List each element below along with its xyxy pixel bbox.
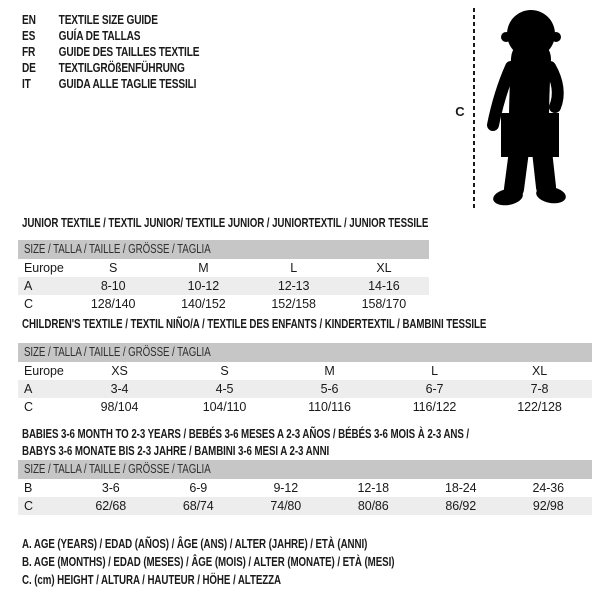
table-row: [18, 259, 429, 277]
row-label: A: [18, 380, 67, 398]
legend-row: [22, 12, 249, 28]
table-cell: 68/74: [155, 497, 243, 515]
table-cell: S: [220, 364, 229, 378]
footnotes: [22, 535, 499, 589]
table-cell: 5-6: [277, 380, 382, 398]
table-cell: L: [290, 261, 298, 275]
table-cell: 3-4: [67, 380, 172, 398]
table-cell: 92/98: [505, 497, 593, 515]
table-cell: 152/158: [271, 297, 316, 311]
table-cell: 122/128: [517, 400, 562, 414]
row-label: Europe: [24, 364, 64, 378]
table-row: [18, 398, 592, 416]
legend-row: [22, 28, 249, 44]
table-cell: 7-8: [487, 380, 592, 398]
table-cell: L: [431, 364, 438, 378]
table-cell: 74/80: [242, 497, 330, 515]
height-measure-dashed-line: [473, 8, 475, 208]
table-cell: M: [198, 261, 209, 275]
table-row: [18, 380, 592, 398]
language-code: EN: [22, 12, 36, 27]
table-cell: XL: [531, 364, 548, 378]
table-cell: 8-10: [68, 277, 158, 295]
legend-row: [22, 44, 249, 60]
language-code: ES: [22, 28, 36, 43]
legend-label: TEXTILGRÖßENFÜHRUNG: [58, 60, 185, 75]
row-label: A: [18, 277, 68, 295]
table-cell: 24-36: [532, 481, 564, 495]
table-cell: XS: [111, 364, 128, 378]
table-row: [18, 479, 592, 497]
table-cell: 6-9: [189, 481, 208, 495]
table-cell: S: [109, 261, 118, 275]
legend-row: [22, 76, 249, 92]
table-cell: 110/116: [308, 400, 351, 414]
footnote-a: A. AGE (YEARS) / EDAD (AÑOS) / ÂGE (ANS) / ALTER (JAHRE) / ETÀ (ANNI): [22, 537, 368, 551]
row-label: C: [24, 297, 33, 311]
table-cell: 12-13: [249, 277, 339, 295]
children-size-table: [18, 343, 592, 416]
size-header-bar: SIZE / TALLA / TAILLE / GRÖSSE / TAGLIA: [18, 460, 592, 479]
table-cell: 62/68: [67, 497, 155, 515]
table-row: [18, 497, 592, 515]
table-cell: 3-6: [101, 481, 120, 495]
legend-label: TEXTILE SIZE GUIDE: [58, 12, 158, 27]
table-row: [18, 362, 592, 380]
language-legend: [22, 12, 249, 92]
table-cell: 98/104: [100, 400, 139, 414]
row-label: Europe: [24, 261, 64, 275]
table-cell: XL: [376, 261, 392, 275]
table-cell: 80/86: [330, 497, 418, 515]
table-cell: 86/92: [417, 497, 505, 515]
table-row: [18, 295, 429, 313]
babies-size-table: [18, 460, 592, 515]
table-row: [18, 277, 429, 295]
legend-label: GUIDA ALLE TAGLIE TESSILI: [58, 76, 197, 91]
row-label: C: [24, 400, 33, 414]
legend-label: GUIDE DES TAILLES TEXTILE: [58, 44, 200, 59]
legend-row: [22, 60, 249, 76]
table-cell: 140/152: [181, 297, 226, 311]
babies-table-title: BABIES 3-6 MONTH TO 2-3 YEARS / BEBÉS 3-6 MESES A 2-3 AÑOS / BÉBÉS 3-6 MOIS À 2-3 ANS / BABYS 3-6 MONATE BIS 2-3 JAHRE / BAMBINI 3-6 MESI A 2-3 ANNI: [22, 427, 470, 458]
language-code: FR: [22, 44, 36, 59]
table-cell: 104/110: [202, 400, 247, 414]
table-cell: 18-24: [445, 481, 477, 495]
table-cell: 116/122: [412, 400, 457, 414]
table-cell: 12-18: [357, 481, 389, 495]
table-cell: 128/140: [90, 297, 136, 311]
size-header-bar: SIZE / TALLA / TAILLE / GRÖSSE / TAGLIA: [18, 343, 592, 362]
junior-table-title: JUNIOR TEXTILE / TEXTIL JUNIOR/ TEXTILE JUNIOR / JUNIORTEXTIL / JUNIOR TESSILE: [22, 216, 429, 230]
row-label: C: [18, 497, 67, 515]
baby-silhouette-icon: [483, 9, 577, 209]
footnote-c: C. (cm) HEIGHT / ALTURA / HAUTEUR / HÖHE / ALTEZZA: [22, 573, 281, 587]
footnote-b: B. AGE (MONTHS) / EDAD (MESES) / ÂGE (MOIS) / ALTER (MONATE) / ETÀ (MESI): [22, 555, 395, 569]
legend-label: GUÍA DE TALLAS: [58, 28, 141, 43]
table-cell: 4-5: [172, 380, 277, 398]
table-cell: 6-7: [382, 380, 487, 398]
size-header-bar: SIZE / TALLA / TAILLE / GRÖSSE / TAGLIA: [18, 240, 429, 259]
table-cell: 9-12: [273, 481, 299, 495]
language-code: DE: [22, 60, 36, 75]
table-cell: 158/170: [361, 297, 407, 311]
height-measure-label: C: [455, 104, 465, 119]
table-cell: M: [324, 364, 335, 378]
table-cell: 14-16: [339, 277, 429, 295]
table-cell: 10-12: [158, 277, 248, 295]
junior-size-table: [18, 240, 429, 313]
row-label: B: [24, 481, 33, 495]
children-table-title: CHILDREN'S TEXTILE / TEXTIL NIÑO/A / TEXTILE DES ENFANTS / KINDERTEXTIL / BAMBINI TESSILE: [22, 317, 487, 331]
language-code: IT: [22, 76, 31, 91]
